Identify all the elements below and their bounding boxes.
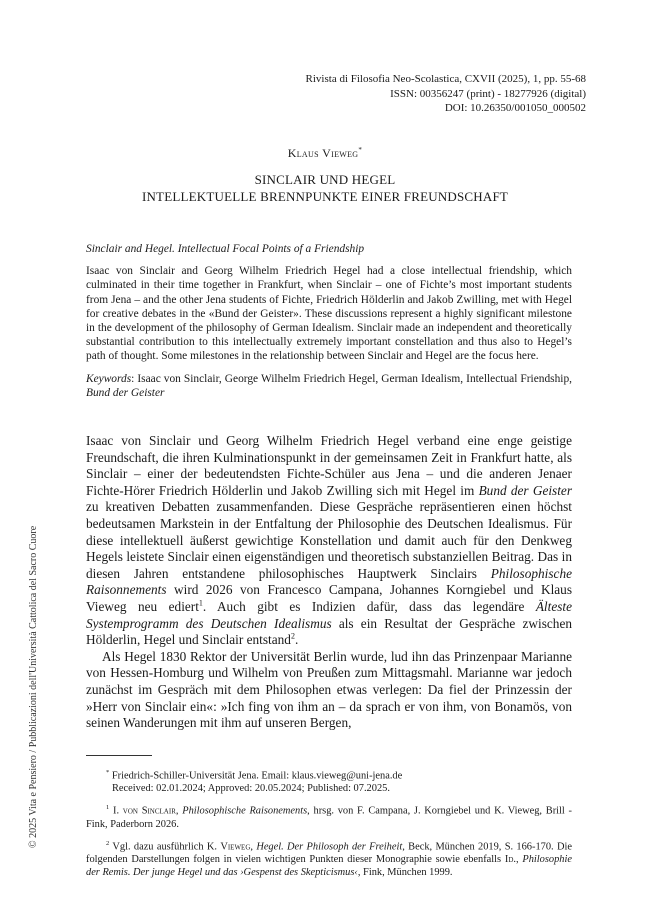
author-last-name: Vieweg: [322, 146, 359, 160]
abstract: [86, 242, 572, 400]
keywords: [86, 372, 572, 400]
body-italic-run: Philosophische Raisonnements: [86, 565, 572, 598]
footnote-text-run: , Fink, München 1999.: [357, 867, 453, 879]
author-name: [0, 146, 650, 161]
keywords-label: Keywords: [86, 372, 132, 385]
footnote-text-run: , hrsg. von F. Campana, J. Korngiebel und K. Vieweg, Brill - Fink, Paderborn 2026.: [86, 805, 573, 830]
body-text-run: Isaac von Sinclair und Georg Wilhelm Friedrich Hegel verband eine enge geistige Freundschaft, die ihren Kulminationspunkt in der gemeinsamen Zeit in Frankfurt hatte, als Sinclair – einer der bedeutendsten Fichte-Schüler aus Jena – und die anderen Jenaer Fichte-Hörer Friedrich Hölderlin und Jakob Zwilling sich mit Hegel im: [86, 433, 572, 498]
footnote-text-run: Vgl. dazu ausführlich K.: [109, 841, 221, 853]
body-text-run: wird 2026 von Francesco Campana, Johannes Korngiebel und Klaus Vieweg neu ediert: [86, 582, 572, 614]
footnote-author: [86, 766, 572, 795]
footnotes: [86, 766, 572, 879]
journal-issn: ISSN: 00356247 (print) - 18277926 (digital): [390, 87, 586, 100]
footnote-text-run: ,: [250, 841, 257, 853]
footnote-italic-run: Philosophie der Remis. Der junge Hegel und das ›Gespenst des Skepticismus‹: [86, 854, 572, 879]
footnote-dates: Received: 02.01.2024; Approved: 20.05.2024; Published: 07.2025.: [112, 783, 390, 795]
keywords-text: : Isaac von Sinclair, George Wilhelm Friedrich Hegel, German Idealism, Intellectual Friendship,: [131, 372, 572, 385]
journal-citation: Rivista di Filosofia Neo-Scolastica, CXVII (2025), 1, pp. 55-68: [305, 73, 586, 85]
author-first-name: Klaus: [287, 146, 319, 160]
footnote-author-name: I. von Sinclair: [113, 805, 176, 817]
body-italic-run: Bund der Geister: [478, 482, 572, 498]
footnote-text-run: ,: [175, 805, 183, 817]
body-text-run: .: [294, 632, 299, 648]
body-paragraph-2: Als Hegel 1830 Rektor der Universität Berlin wurde, lud ihn das Prinzenpaar Marianne von Hessen-Homburg und Wilhelm von Preußen zum Mittagsmahl. Marianne war jedoch zunächst im Gespräch mit dem Philosophen etwas verlegen: Da fiel der Prinzessin der »Herr von Sinclair ein«: »Ich fing von ihm an – da sprach er von ihm, von Bonamös, von seinen Wanderungen mit ihm auf unseren Bergen,: [86, 648, 572, 731]
footnote-author-name: Id.: [504, 854, 516, 866]
copyright-text: © 2025 Vita e Pensiero / Pubblicazioni dell'Università Cattolica del Sacro Cuore: [28, 525, 39, 848]
journal-doi[interactable]: DOI: 10.26350/001050_000502: [444, 102, 586, 114]
footnote-ref-2[interactable]: 2: [290, 631, 295, 641]
footnote-text-run: ,: [515, 854, 523, 866]
body-italic-run: Älteste Systemprogramm des Deutschen Idealismus: [86, 598, 572, 631]
title-line-1: SINCLAIR UND HEGEL: [254, 172, 396, 187]
keywords-italic: Bund der Geister: [86, 386, 165, 399]
author-footnote-mark[interactable]: *: [358, 146, 363, 154]
body-text-run: zu kreativen Debatten zusammenfanden. Diese Gespräche repräsentieren einen höchst bedeutsamen Markstein in der Entfaltung der Philosophie des Deutschen Idealismus. Für diese intellektuell äußerst gewichtige Konstellation und damit auch für den Denkweg Hegels leistete Sinclair einen eigenständigen und theoretisch substanziellen Beitrag. Das in diesen Jahren entstandene philosophisches Hauptwerk Sinclairs: [86, 499, 572, 581]
body-text-run: . Auch gibt es Indizien dafür, dass das legendäre: [202, 598, 536, 614]
body-text: [86, 433, 572, 732]
footnote-2: [86, 837, 572, 879]
footnote-divider: [86, 755, 152, 756]
abstract-title: Sinclair and Hegel. Intellectual Focal Points of a Friendship: [86, 243, 365, 255]
body-paragraph-1: [86, 433, 572, 649]
footnote-number: 1: [106, 804, 110, 812]
title-line-2: INTELLEKTUELLE BRENNPUNKTE EINER FREUNDSCHAFT: [141, 189, 509, 204]
footnote-author-name: Vieweg: [220, 841, 251, 853]
body-text-run: als ein Resultat der Gespräche zwischen Hölderlin, Hegel und Sinclair entstand: [86, 615, 572, 648]
article-title: [0, 171, 650, 205]
footnote-mark: *: [106, 769, 110, 776]
footnote-italic-run: Philosophische Raisonements: [182, 805, 308, 817]
footnote-text-run: , Beck, München 2019, S. 166-170. Die folgenden Darstellungen folgen in vielen wichtigen Punkten dieser Monographie sowie ebenfalls: [86, 841, 572, 866]
footnote-italic-run: Hegel. Der Philosoph der Freiheit: [256, 841, 403, 853]
footnote-affiliation: Friedrich-Schiller-Universität Jena. Email: klaus.vieweg@uni-jena.de: [109, 770, 403, 782]
footnote-number: 2: [106, 839, 110, 847]
journal-header: [306, 72, 586, 116]
abstract-text: Isaac von Sinclair and Georg Wilhelm Friedrich Hegel had a close intellectual friendship, which culminated in their time together in Frankfurt, when Sinclair – one of Fichte’s most important students from Jena – and the other Jena students of Fichte, Friedrich Hölderlin and Jakob Zwilling, met with Hegel for creative debates in the «Bund der Geister». These discussions represent a highly significant milestone in the development of the philosophy of German Idealism. Sinclair made an independent and theoretically substantial contribution to this intellectually extremely important constellation and thus also to Hegel’s path of thought. Some milestones in the relationship between Sinclair and Hegel are the focus here.: [86, 265, 572, 363]
footnote-ref-1[interactable]: 1: [198, 598, 203, 608]
footnote-1: [86, 801, 572, 830]
